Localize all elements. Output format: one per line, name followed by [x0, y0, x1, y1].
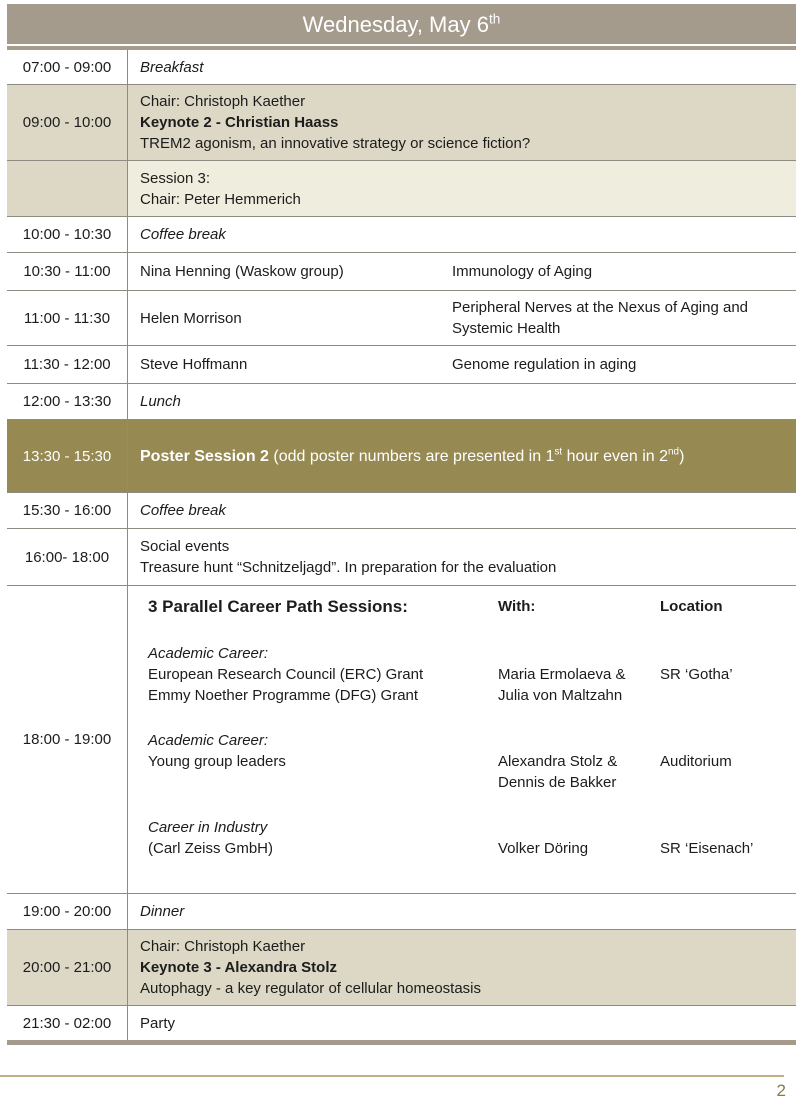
career-block-main — [148, 817, 498, 859]
event-cell — [127, 420, 796, 492]
poster-note-2: hour even in 2 — [562, 447, 669, 465]
row-coffee-break-2 — [7, 492, 796, 528]
event-cell — [127, 384, 796, 419]
spacer — [660, 730, 786, 751]
career-block-academic-grants — [148, 643, 786, 706]
session3-line1: Session 3: — [140, 169, 211, 187]
row-social-events — [7, 528, 796, 585]
event-cell — [127, 930, 796, 1005]
event-label: Breakfast — [140, 58, 204, 76]
event-cell — [127, 346, 796, 383]
career-block-industry — [148, 817, 786, 859]
footer-rule — [0, 1075, 784, 1077]
career-block-with — [498, 730, 660, 793]
time-cell: 16:00- 18:00 — [24, 548, 110, 566]
time-cell — [7, 161, 127, 216]
event-cell — [127, 253, 796, 290]
time-cell: 20:00 - 21:00 — [22, 959, 112, 976]
career-with: Volker Döring — [498, 840, 589, 857]
career-block-location — [660, 817, 786, 859]
event-label: Dinner — [140, 903, 185, 920]
row-career-sessions — [7, 585, 796, 893]
row-keynote3 — [7, 929, 796, 1005]
event-cell — [127, 161, 796, 216]
time-cell: 10:30 - 11:00 — [23, 263, 111, 280]
event-cell — [127, 50, 796, 84]
career-location-label: Location — [660, 598, 723, 615]
day-title-superscript: th — [488, 11, 501, 27]
keynote2-chair: Chair: Christoph Kaether — [140, 93, 306, 110]
career-location: Auditorium — [660, 753, 732, 770]
talk-speaker: Helen Morrison — [140, 309, 242, 327]
page-footer — [0, 1075, 804, 1101]
time-cell: 09:00 - 10:00 — [22, 114, 112, 131]
career-category: Academic Career: — [148, 645, 269, 662]
spacer — [660, 817, 786, 838]
event-cell — [127, 217, 796, 252]
career-block-with — [498, 817, 660, 859]
poster-sup-1: st — [554, 446, 563, 458]
career-heading-row — [148, 596, 786, 617]
time-cell: 12:00 - 13:30 — [22, 393, 112, 410]
poster-session-title: Poster Session 2 — [140, 447, 269, 465]
day-header — [7, 4, 796, 44]
spacer — [498, 817, 660, 838]
career-block-young-leaders — [148, 730, 786, 793]
event-cell — [127, 1006, 796, 1040]
career-location: SR ‘Gotha’ — [660, 666, 733, 683]
career-with: Alexandra Stolz & — [498, 753, 618, 770]
career-block-location — [660, 730, 786, 793]
keynote3-chair: Chair: Christoph Kaether — [140, 938, 306, 955]
event-cell — [127, 586, 796, 893]
time-cell: 13:30 - 15:30 — [22, 447, 112, 465]
row-lunch — [7, 383, 796, 419]
time-cell: 10:00 - 10:30 — [22, 226, 112, 243]
row-coffee-break-1 — [7, 216, 796, 252]
row-party — [7, 1005, 796, 1040]
keynote2-title: Keynote 2 - Christian Haass — [140, 114, 339, 131]
career-category: Academic Career: — [148, 732, 269, 749]
social-line2: Treasure hunt “Schnitzeljagd”. In preparation for the evaluation — [140, 559, 557, 576]
row-keynote2 — [7, 84, 796, 160]
career-block-with — [498, 643, 660, 706]
social-line1: Social events — [140, 538, 230, 555]
keynote3-title: Keynote 3 - Alexandra Stolz — [140, 959, 337, 976]
poster-session-text — [140, 446, 784, 467]
event-cell — [127, 85, 796, 160]
career-with: Maria Ermolaeva & — [498, 666, 626, 683]
poster-note-1: (odd poster numbers are presented in 1 — [268, 447, 555, 465]
talk-speaker: Nina Henning (Waskow group) — [140, 263, 344, 280]
career-block-main — [148, 643, 498, 706]
career-line: European Research Council (ERC) Grant — [148, 666, 424, 683]
time-cell: 21:30 - 02:00 — [22, 1014, 112, 1032]
keynote3-subtitle: Autophagy - a key regulator of cellular homeostasis — [140, 980, 482, 997]
career-with: Julia von Maltzahn — [498, 687, 623, 704]
career-block-location — [660, 643, 786, 706]
talk-speaker: Steve Hoffmann — [140, 356, 248, 373]
row-talk-morrison — [7, 290, 796, 345]
row-dinner — [7, 893, 796, 929]
career-line: Emmy Noether Programme (DFG) Grant — [148, 687, 419, 704]
time-cell: 11:30 - 12:00 — [23, 356, 111, 373]
session3-line2: Chair: Peter Hemmerich — [140, 190, 301, 208]
poster-note-3: ) — [679, 447, 685, 465]
spacer — [660, 643, 786, 664]
spacer — [498, 730, 660, 751]
row-talk-hoffmann — [7, 345, 796, 383]
event-cell — [127, 493, 796, 528]
career-block-main — [148, 730, 498, 793]
row-poster-session — [7, 419, 796, 492]
event-cell — [127, 291, 796, 345]
career-heading: 3 Parallel Career Path Sessions: — [148, 597, 408, 616]
poster-sup-2: nd — [668, 446, 680, 458]
row-talk-henning — [7, 252, 796, 290]
event-cell — [127, 894, 796, 929]
event-label: Coffee break — [140, 226, 226, 243]
event-label: Party — [140, 1014, 176, 1032]
career-line: Young group leaders — [148, 753, 286, 770]
event-label: Lunch — [140, 393, 181, 410]
career-with: Dennis de Bakker — [498, 774, 617, 791]
career-location: SR ‘Eisenach’ — [660, 840, 754, 857]
row-session3 — [7, 160, 796, 216]
career-with-label: With: — [498, 598, 536, 615]
row-breakfast — [7, 50, 796, 84]
event-cell — [127, 529, 796, 585]
time-cell: 19:00 - 20:00 — [22, 903, 112, 920]
career-category: Career in Industry — [148, 819, 268, 836]
keynote2-subtitle: TREM2 agonism, an innovative strategy or science fiction? — [140, 135, 531, 152]
talk-title: Peripheral Nerves at the Nexus of Aging and Systemic Health — [452, 299, 749, 337]
career-line: (Carl Zeiss GmbH) — [148, 840, 274, 857]
time-cell: 15:30 - 16:00 — [22, 502, 112, 519]
time-cell: 07:00 - 09:00 — [22, 58, 112, 76]
time-cell: 18:00 - 19:00 — [22, 731, 112, 748]
schedule-table — [7, 50, 796, 1045]
page-number: 2 — [776, 1081, 786, 1100]
talk-title: Genome regulation in aging — [452, 356, 637, 373]
time-cell: 11:00 - 11:30 — [23, 309, 111, 327]
event-label: Coffee break — [140, 502, 226, 519]
day-title: Wednesday, May 6th — [302, 11, 501, 37]
spacer — [498, 643, 660, 664]
talk-title: Immunology of Aging — [452, 263, 593, 280]
